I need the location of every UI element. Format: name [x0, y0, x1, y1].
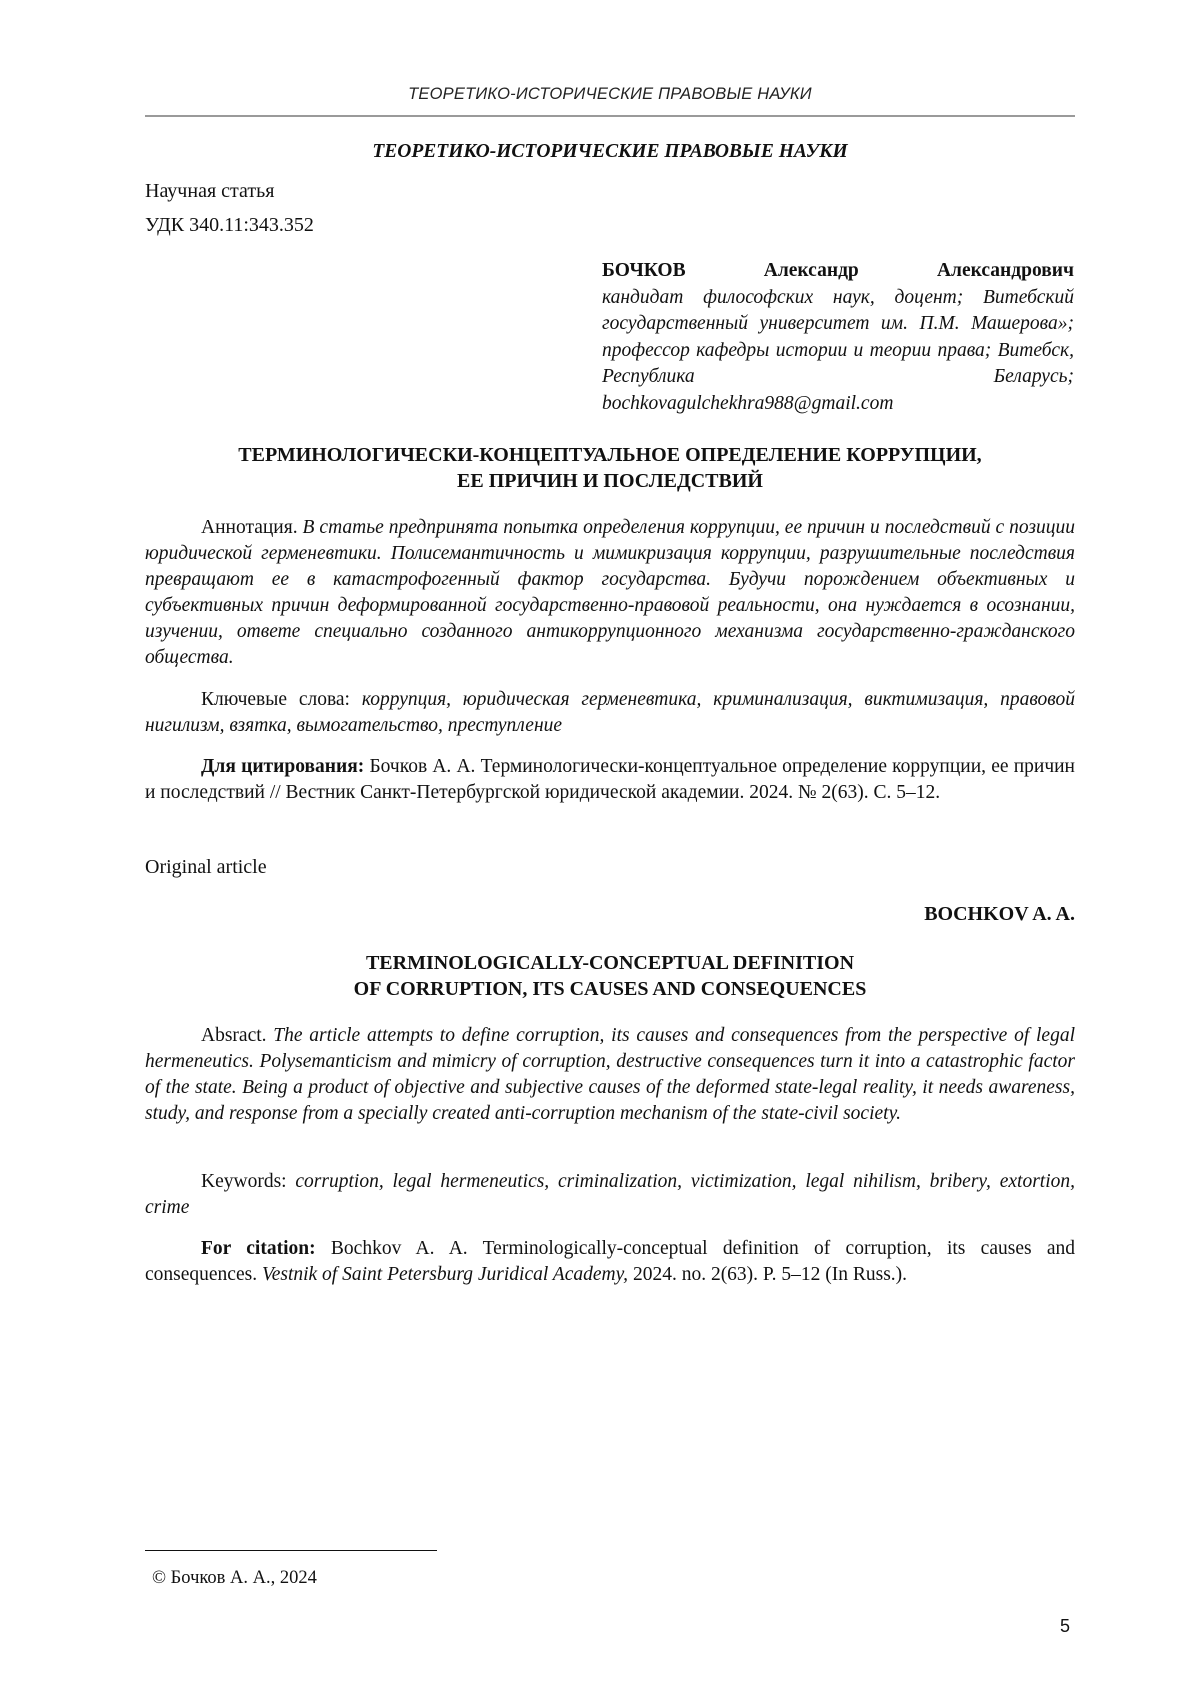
- article-title-en: [145, 950, 1075, 1002]
- udc-code: УДК 340.11:343.352: [145, 214, 314, 236]
- author-block: [602, 258, 1074, 417]
- citation-ru: [145, 754, 1075, 806]
- article-type-ru: Научная статья: [145, 180, 275, 202]
- title-en-line2: OF CORRUPTION, ITS CAUSES AND CONSEQUENCES: [353, 978, 867, 1000]
- copyright-footnote: © Бочков А. А., 2024: [152, 1568, 317, 1588]
- citation-en-journal: Vestnik of Saint Petersburg Juridical Academy,: [261, 1264, 629, 1285]
- section-title: ТЕОРЕТИКО-ИСТОРИЧЕСКИЕ ПРАВОВЫЕ НАУКИ: [372, 141, 848, 162]
- abstract-ru-label: Аннотация.: [201, 517, 298, 538]
- abstract-en-text: The article attempts to define corruption, its causes and consequences from the perspective of legal hermeneutics. Polysemanticism and mimicry of corruption, destructive consequences turn it into a catastrophic factor of the state. Being a product of objective and subjective causes of the deformed state-legal reality, it needs awareness, study, and response from a specially created anti-corruption mechanism of the state-civil society.: [145, 1025, 1075, 1124]
- citation-en-text-b: 2024. no. 2(63). P. 5–12 (In Russ.).: [632, 1264, 908, 1285]
- page-number: 5: [1060, 1616, 1071, 1636]
- article-title-ru: [145, 442, 1075, 494]
- header-rule: [145, 115, 1075, 117]
- footnote-rule: [145, 1550, 437, 1551]
- abstract-en: [145, 1023, 1075, 1127]
- keywords-ru-text: коррупция, юридическая герменевтика, криминализация, виктимизация, правовой нигилизм, взятка, вымогательство, преступление: [145, 689, 1076, 736]
- title-ru-line2: ЕЕ ПРИЧИН И ПОСЛЕДСТВИЙ: [457, 470, 763, 492]
- citation-ru-label: Для цитирования:: [201, 756, 365, 777]
- citation-en-label: For citation:: [201, 1238, 316, 1259]
- author-en: BOCHKOV A. A.: [924, 903, 1075, 925]
- author-name: БОЧКОВ Александр Александрович: [602, 260, 1074, 281]
- citation-en-text-a: Bochkov A. A. Terminologically-conceptual definition of corruption, its causes and consequences.: [145, 1238, 1076, 1285]
- keywords-en-label: Keywords:: [201, 1171, 287, 1192]
- abstract-ru: [145, 515, 1075, 671]
- keywords-en-text: corruption, legal hermeneutics, criminalization, victimization, legal nihilism, bribery, extortion, crime: [145, 1171, 1075, 1218]
- running-head: ТЕОРЕТИКО-ИСТОРИЧЕСКИЕ ПРАВОВЫЕ НАУКИ: [408, 85, 812, 103]
- title-ru-line1: ТЕРМИНОЛОГИЧЕСКИ-КОНЦЕПТУАЛЬНОЕ ОПРЕДЕЛЕНИЕ КОРРУПЦИИ,: [238, 444, 982, 466]
- citation-en: [145, 1236, 1075, 1288]
- keywords-ru: [145, 687, 1075, 739]
- article-type-en: Original article: [145, 856, 267, 878]
- author-affiliation: кандидат философских наук, доцент; Витебский государственный университет им. П.М. Машерова»; профессор кафедры истории и теории права; Витебск, Республика Беларусь; bochkovagulchekhra988@gmail.com: [602, 286, 1074, 414]
- keywords-ru-label: Ключевые слова:: [201, 689, 350, 710]
- keywords-en: [145, 1169, 1075, 1221]
- title-en-line1: TERMINOLOGICALLY-CONCEPTUAL DEFINITION: [365, 952, 855, 974]
- abstract-en-label: Absract.: [201, 1025, 267, 1046]
- citation-ru-text: Бочков А. А. Терминологически-концептуальное определение коррупции, ее причин и последствий // Вестник Санкт-Петербургской юридической академии. 2024. № 2(63). С. 5–12.: [145, 756, 1075, 803]
- abstract-ru-text: В статье предпринята попытка определения коррупции, ее причин и последствий с позиции юридической герменевтики. Полисемантичность и мимикризация коррупции, разрушительные последствия превращают ее в катастрофогенный фактор государства. Будучи порождением объективных и субъективных причин деформированной государственно-правовой реальности, она нуждается в осознании, изучении, ответе специально созданного антикоррупционного механизма государственно-гражданского общества.: [145, 517, 1075, 668]
